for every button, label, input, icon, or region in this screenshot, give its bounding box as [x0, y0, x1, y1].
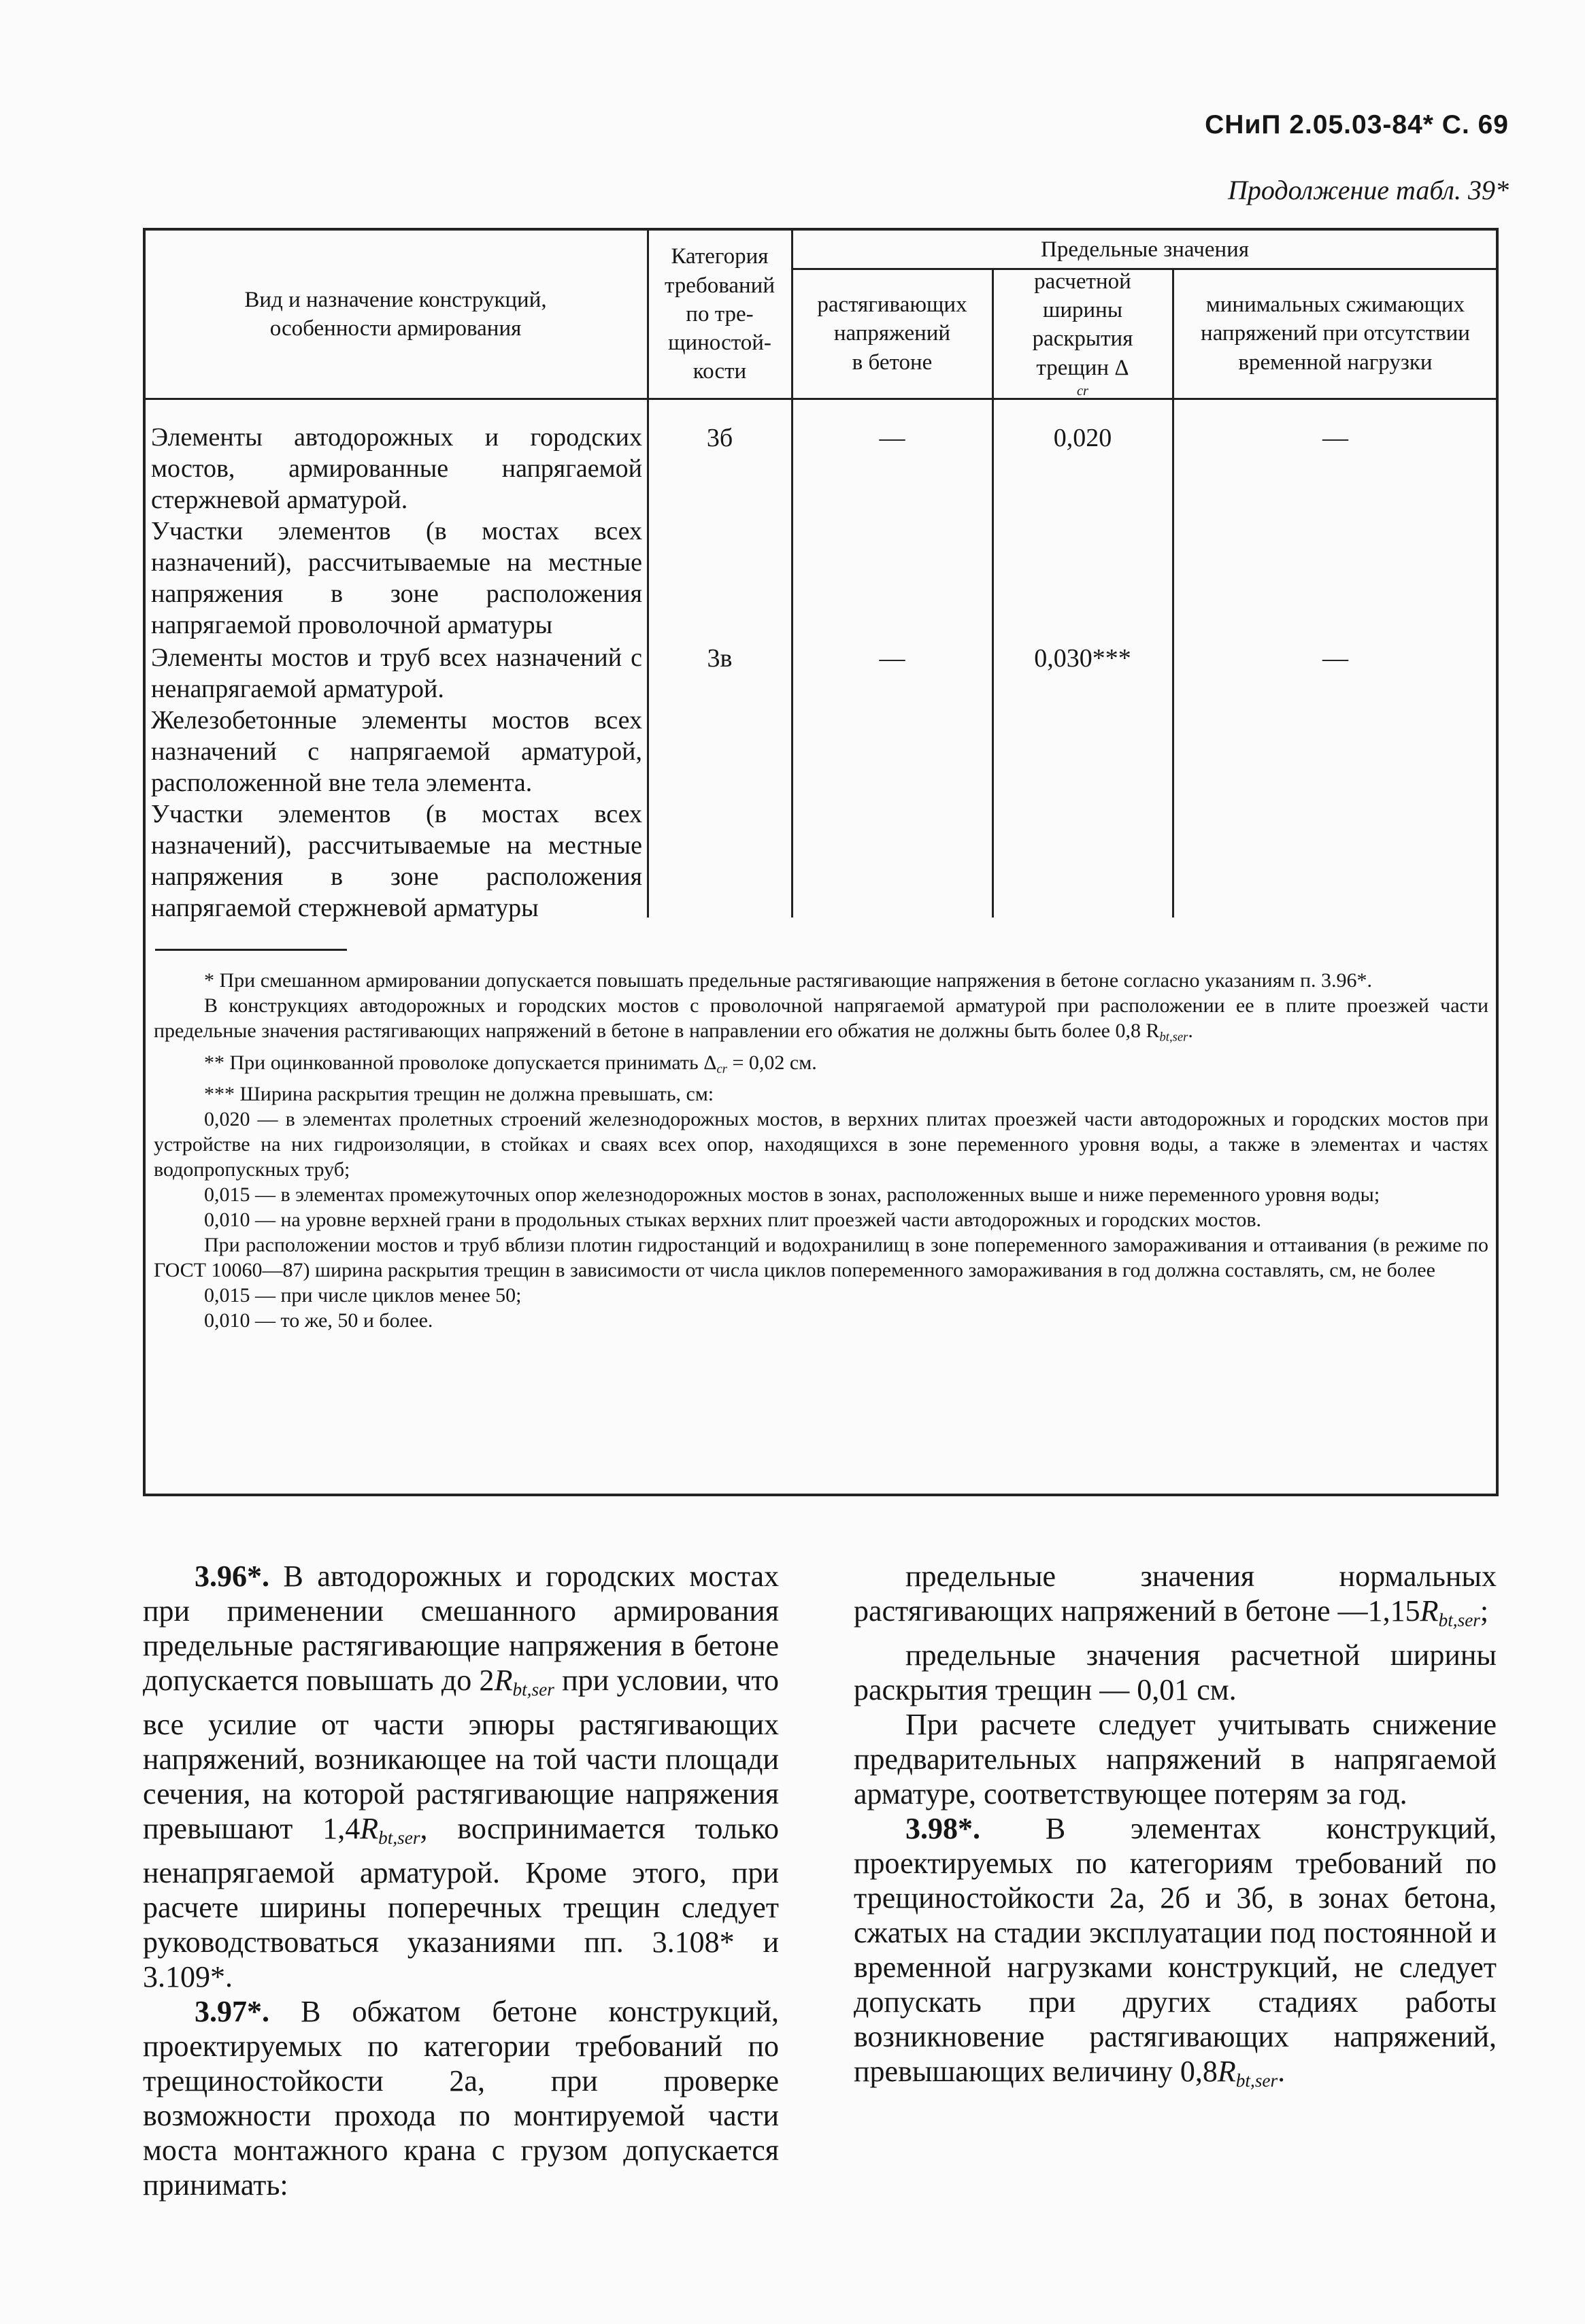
paragraph-3-98: 3.98*. В элементах конструкций, проектируемых по категориям требований по трещиностойкости 2а, 2б и 3б, в зонах бетона, сжатых на стадии эксплуатации под постоянной и временной нагрузками конструкций, не следует допускать при других стадиях работы возникновение растягивающих напряжений, превышающих величину $0,8R_{bt,ser}$. [854, 1812, 1497, 2091]
footnote-1: * При смешанном армировании допускается повышать предельные растягивающие напряжения в бетоне согласно указаниям п. 3.96*. [204, 969, 1373, 992]
table-footnotes [154, 968, 1488, 1333]
left-text-column [143, 1559, 779, 2202]
table-row-2-tensile: — [879, 644, 905, 673]
paragraph-losses: При расчете следует учитывать снижение предварительных напряжений в напрягаемой арматуре, соответствующее потерям за год. [854, 1708, 1497, 1811]
footnote-5: 0,020 — в элементах пролетных строений железнодорожных мостов, в верхних плитах проезжей части автодорожных и городских мостов при устройстве на них гидроизоляции, в стойках и сваях всех опор, находящихся в зоне переменного уровня воды, а также в элементах и частях водопропускных труб; [154, 1108, 1488, 1181]
footnote-9: 0,015 — при числе циклов менее 50; [204, 1284, 522, 1307]
footnote-separator [155, 949, 347, 951]
footnote-2: В конструкциях автодорожных и городских мостов с проволочной напрягаемой арматурой при расположении ее в плите проезжей части предельные значения растягивающих напряжений в бетоне в направлении его обжатия не должны быть более 0,8 $R_{bt,ser}$. [154, 994, 1488, 1045]
table-row-1-description: Элементы автодорожных и городских мостов, армированные напрягаемой стержневой арматурой. Участки элементов (в мостах всех назначений), рассчитываемые на местные напряжения в зоне расположения напрягаемой проволочной арматуры [151, 423, 642, 639]
table-continuation-label: Продолжение табл. 39* [1227, 175, 1509, 205]
paragraph-tensile-limit: предельные значения нормальных растягивающих напряжений в бетоне $—1,15R_{bt,ser}$; [854, 1560, 1497, 1631]
group-header-limits: Предельные значения [1041, 237, 1249, 262]
footnote-3: ** При оцинкованной проволоке допускается принимать $\Delta_{cr} = 0,02$ см. [204, 1051, 817, 1077]
table-row-2-description: Элементы мостов и труб всех назначений с ненапрягаемой арматурой. Железобетонные элементы мостов всех назначений с напрягаемой арматурой, расположенной вне тела элемента. Участки элементов (в мостах всех назначений), рассчитываемые на местные напряжения в зоне расположения напрягаемой стержневой арматуры [151, 643, 642, 922]
table-row-1-crack-width: 0,020 [1053, 424, 1112, 452]
col-header-construction: Вид и назначение конструкций, особенности армирования [244, 287, 547, 341]
col-header-crack-width: расчетной ширины раскрытия трещин Δ cr [1032, 269, 1133, 399]
table-row-1-tensile: — [879, 424, 905, 452]
col-header-category: Категория требований по тре- щиностой- кости [664, 244, 775, 384]
footnote-6: 0,015 — в элементах промежуточных опор железнодорожных мостов в зонах, расположенных выше и ниже переменного уровня воды; [204, 1183, 1380, 1207]
table-row-2-category: 3в [707, 644, 733, 673]
footnote-7: 0,010 — на уровне верхней грани в продольных стыках верхних плит проезжей части автодорожных и городских мостов. [204, 1209, 1261, 1232]
right-text-column [854, 1559, 1497, 2098]
table-row-1-compressive: — [1322, 424, 1348, 452]
col-header-tensile: растягивающих напряжений в бетоне [817, 292, 967, 375]
paragraph-3-96: 3.96*. В автодорожных и городских мостах при применении смешанного армирования предельные растягивающие напряжения в бетоне допускается повышать до $2R_{bt,ser}$ при условии, что все усилие от части эпюры растягивающих напряжений, возникающее на той части площади сечения, на которой растягивающие напряжения превышают $1,4R_{bt,ser}$, воспринимается только ненапрягаемой арматурой. Кроме этого, при расчете ширины поперечных трещин следует руководствоваться указаниями пп. 3.108* и 3.109*. [143, 1560, 780, 1994]
table-divider [144, 398, 1497, 400]
paragraph-3-97: 3.97*. В обжатом бетоне конструкций, проектируемых по категории требований по трещиностойкости 2а, при проверке возможности прохода по монтируемой части моста монтажного крана с грузом допускается принимать: [143, 1995, 779, 2202]
footnote-8: При расположении мостов и труб вблизи плотин гидростанций и водохранилищ в зоне попеременного замораживания и оттаивания (в режиме по ГОСТ 10060—87) ширина раскрытия трещин в зависимости от числа циклов попеременного замораживания в год должна составлять, см, не более [154, 1234, 1488, 1282]
table-row-2-compressive: — [1322, 644, 1348, 673]
col-header-compressive: минимальных сжимающих напряжений при отсутствии временной нагрузки [1201, 292, 1470, 375]
paragraph-crack-limit: предельные значения расчетной ширины раскрытия трещин — 0,01 см. [854, 1638, 1497, 1707]
table-row-2-crack-width: 0,030*** [1034, 644, 1131, 673]
footnote-4: *** Ширина раскрытия трещин не должна превышать, см: [204, 1083, 714, 1106]
footnote-10: 0,010 — то же, 50 и более. [204, 1309, 433, 1332]
table-row-1-category: 3б [706, 424, 733, 452]
page-header: СНиП 2.05.03-84* С. 69 [1205, 110, 1509, 139]
